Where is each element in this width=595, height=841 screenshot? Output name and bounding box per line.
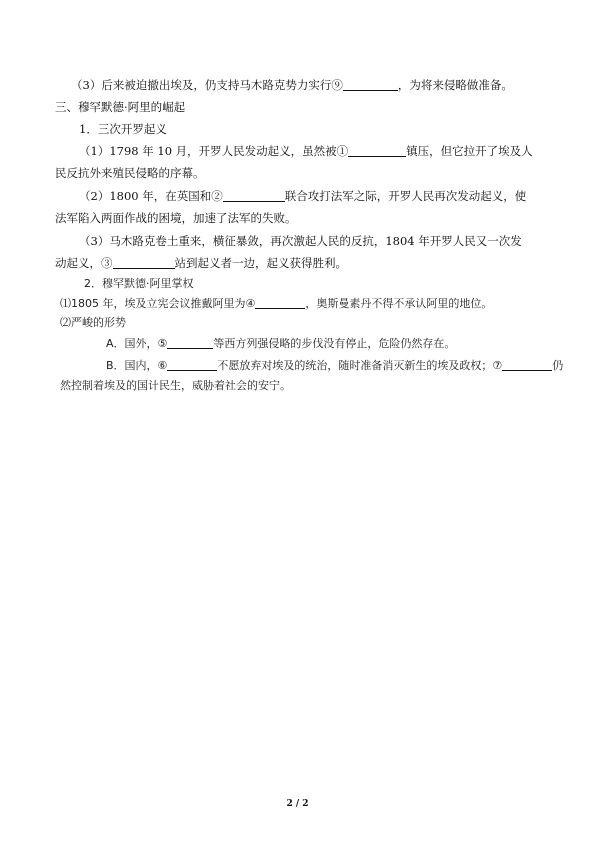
text: （1）1798 年 10 月，开罗人民发动起义，虽然被①: [79, 144, 349, 158]
text: 仍: [552, 359, 564, 372]
severe-situation-heading: ⑵严峻的形势: [60, 316, 126, 329]
page-number: 2 / 2: [286, 799, 309, 809]
text: （2）1800 年，在英国和②: [79, 189, 223, 203]
text: （3）后来被迫撤出埃及，仍支持马木路克势力实行⑨: [71, 78, 343, 92]
text: 站到起义者一边，起义获得胜利。: [174, 256, 347, 270]
text: 动起义，③: [55, 256, 113, 270]
ali-1805-line: [60, 296, 492, 312]
text: 镇压，但它拉开了埃及人: [406, 144, 533, 158]
fill-blank-9[interactable]: [343, 78, 398, 91]
section3-heading: 三、穆罕默德·阿里的崛起: [55, 100, 186, 114]
fill-blank-3[interactable]: [113, 256, 175, 269]
fill-blank-5[interactable]: [167, 336, 213, 349]
fill-blank-6[interactable]: [167, 358, 217, 371]
section2-item3: [71, 77, 513, 93]
uprising-2-line2: 法军陷入两面作战的困境，加速了法军的失败。: [55, 211, 297, 225]
text: A．国外，⑤: [106, 337, 168, 350]
situation-abroad: [106, 336, 455, 352]
uprising-1-line2: 民反抗外来殖民侵略的序幕。: [55, 166, 205, 180]
uprising-1-line1: [79, 143, 533, 159]
fill-blank-1[interactable]: [348, 144, 406, 157]
text: 等西方列强侵略的步伐没有停止，危险仍然存在。: [213, 337, 456, 350]
fill-blank-4[interactable]: [255, 296, 305, 309]
fill-blank-2[interactable]: [223, 189, 285, 202]
fill-blank-7[interactable]: [502, 358, 552, 371]
uprising-3-line2: [55, 255, 347, 271]
text: ⑴1805 年，埃及立宪会议推戴阿里为④: [60, 297, 256, 310]
subheading-uprisings: 1．三次开罗起义: [79, 122, 167, 136]
text: 不愿放弃对埃及的统治，随时准备消灭新生的埃及政权；⑦: [217, 359, 503, 372]
situation-domestic-line1: [106, 358, 563, 374]
uprising-2-line1: [79, 188, 526, 204]
text: ，奥斯曼素丹不得不承认阿里的地位。: [305, 297, 493, 310]
text: 联合攻打法军之际，开罗人民再次发动起义，使: [284, 189, 527, 203]
uprising-3-line1: （3）马木路克卷土重来，横征暴敛，再次激起人民的反抗，1804 年开罗人民又一次发: [79, 234, 522, 248]
situation-domestic-line2: 然控制着埃及的国计民生，威胁着社会的安宁。: [60, 379, 291, 392]
text: B．国内，⑥: [106, 359, 168, 372]
subheading-ali-takes-power: 2．穆罕默德·阿里掌权: [84, 277, 194, 290]
text: ，为将来侵略做准备。: [397, 78, 513, 92]
